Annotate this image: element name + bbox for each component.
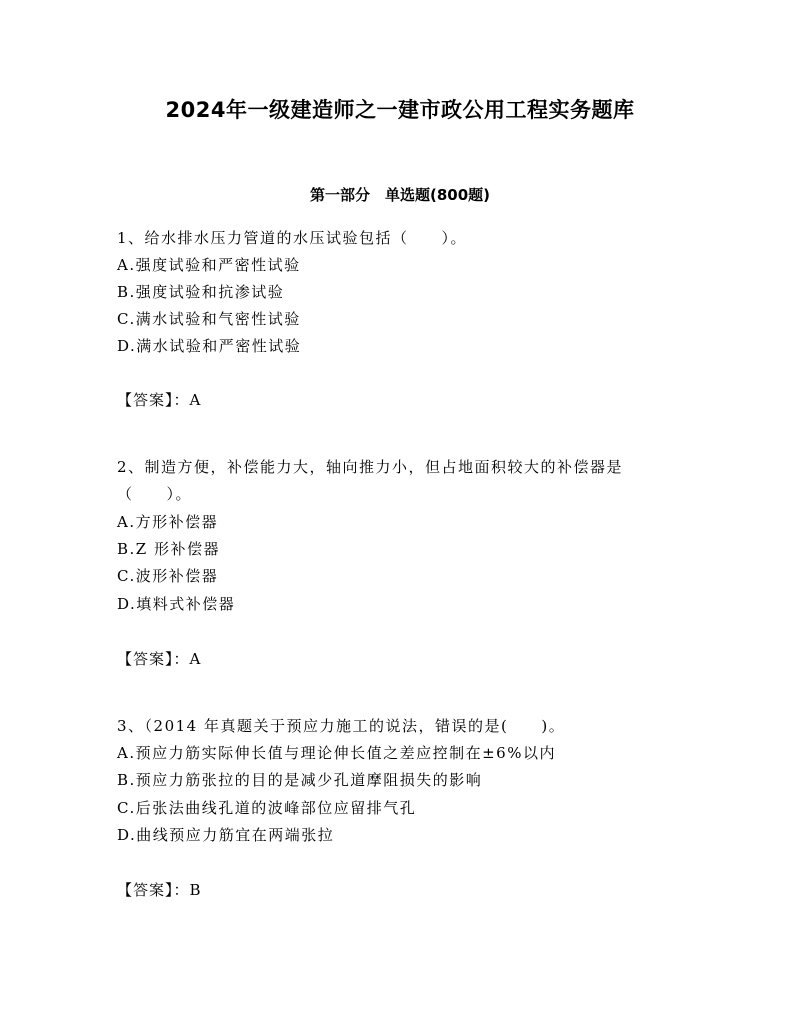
question-3-option-d: D.曲线预应力筋宜在两端张拉 xyxy=(117,826,335,844)
question-2-option-a: A.方形补偿器 xyxy=(117,513,219,531)
question-3-stem: 3、（2014 年真题关于预应力施工的说法，错误的是( )。 xyxy=(117,717,566,735)
question-3-option-b: B.预应力筋张拉的目的是减少孔道摩阻损失的影响 xyxy=(117,771,483,789)
question-1-stem: 1、给水排水压力管道的水压试验包括（ ）。 xyxy=(117,229,468,247)
question-2-option-d: D.填料式补偿器 xyxy=(117,595,236,613)
question-1-option-d: D.满水试验和严密性试验 xyxy=(117,337,302,355)
question-3-answer: 【答案】：B xyxy=(117,881,202,899)
question-2-stem-line-2: （ ）。 xyxy=(117,485,193,503)
question-2-option-b: B.Z 形补偿器 xyxy=(117,540,220,558)
question-2-answer: 【答案】：A xyxy=(117,650,202,668)
question-2-stem-line-1: 2、制造方便，补偿能力大，轴向推力小，但占地面积较大的补偿器是 xyxy=(117,458,624,476)
question-1-option-b: B.强度试验和抗渗试验 xyxy=(117,283,285,301)
question-3-option-a: A.预应力筋实际伸长值与理论伸长值之差应控制在±6%以内 xyxy=(117,744,556,762)
question-3-option-c: C.后张法曲线孔道的波峰部位应留排气孔 xyxy=(117,799,417,817)
document-title: 2024年一级建造师之一建市政公用工程实务题库 xyxy=(165,98,635,122)
question-1-option-c: C.满水试验和气密性试验 xyxy=(117,310,301,328)
section-title: 第一部分 单选题(800题) xyxy=(309,186,491,204)
question-1-answer: 【答案】：A xyxy=(117,391,202,409)
question-1-option-a: A.强度试验和严密性试验 xyxy=(117,256,301,274)
question-2-option-c: C.波形补偿器 xyxy=(117,567,219,585)
